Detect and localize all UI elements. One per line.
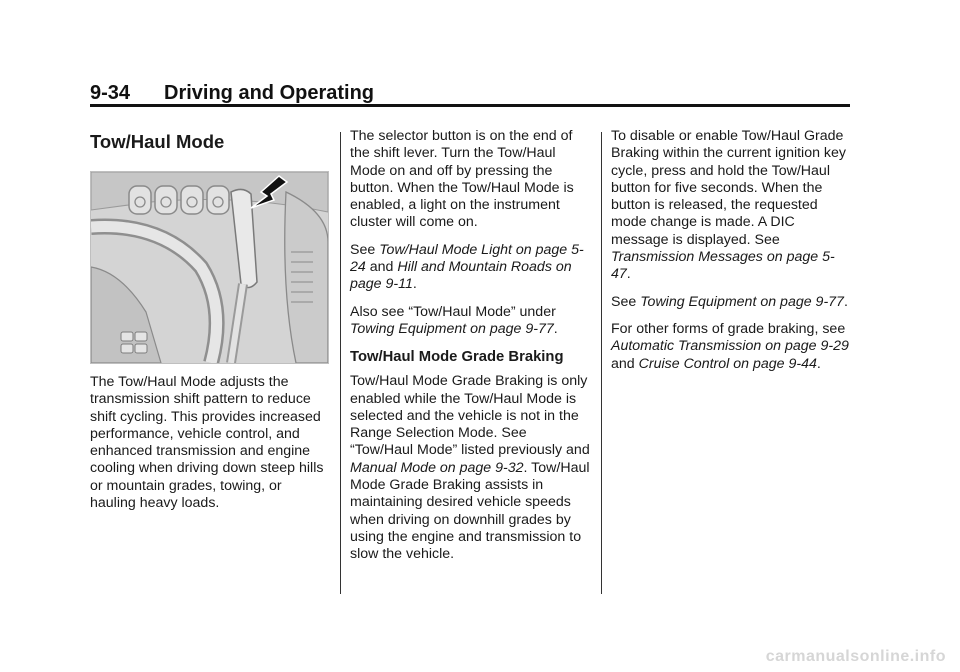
paragraph: Tow/Haul Mode Grade Braking is only enabled while the Tow/Haul Mode is selected and the vehicle is not in the Range Selection Mode. See “Tow/Haul Mode” listed previously and Manual Mode on page 9-32. Tow/Haul Mode Grade Braking assists in maintaining desired vehicle speeds when driving on downhill grades by using the engine and transmission to slow the vehicle. [350, 373, 590, 563]
section-title: Tow/Haul Mode [90, 131, 225, 152]
column-divider [601, 132, 602, 594]
steering-column-drawing [91, 172, 328, 363]
cross-reference-link[interactable]: Transmission Messages on page 5-47 [611, 249, 835, 283]
column-1 [90, 128, 330, 522]
cross-reference-link[interactable]: Hill and Mountain Roads on page 9-11 [350, 259, 572, 293]
column-divider [340, 132, 341, 594]
cross-reference-link[interactable]: Towing Equipment on page 9-77 [640, 293, 844, 310]
cross-reference-link[interactable]: Manual Mode on page 9-32 [350, 459, 524, 476]
cross-reference-link[interactable]: Tow/Haul Mode Light on page 5-24 [350, 241, 584, 276]
subsection-title: Tow/Haul Mode Grade Braking [350, 349, 564, 366]
cross-reference-link[interactable]: Automatic Transmission on page 9-29 [611, 338, 849, 355]
paragraph: To disable or enable Tow/Haul Grade Braking within the current ignition key cycle, press and hold the Tow/Haul button for five seconds. When the button is released, the requested mode change is made. A DIC message is displayed. See Transmission Messages on page 5-47. [611, 128, 847, 283]
paragraph: Also see “Tow/Haul Mode” under Towing Equipment on page 9-77. [350, 303, 558, 337]
column-2 [350, 128, 590, 574]
paragraph: For other forms of grade braking, see Automatic Transmission on page 9-29 and Cruise Control on page 9-44. [611, 320, 849, 372]
paragraph: See Tow/Haul Mode Light on page 5-24 and Hill and Mountain Roads on page 9-11. [350, 241, 584, 293]
header-rule [90, 104, 850, 107]
column-3 [611, 128, 851, 383]
chapter-title: Driving and Operating [164, 82, 375, 104]
page-header [90, 82, 374, 105]
page-number: 9-34 [90, 82, 131, 104]
paragraph: See Towing Equipment on page 9-77. [611, 293, 848, 310]
cross-reference-link[interactable]: Towing Equipment on page 9-77 [350, 320, 554, 337]
paragraph: The Tow/Haul Mode adjusts the transmission shift pattern to reduce shift cycling. This provides increased performance, vehicle control, and enhanced transmission and engine cooling when driving down steep hills or mountain grades, towing, or hauling heavy loads. [90, 374, 324, 512]
cross-reference-link[interactable]: Cruise Control on page 9-44 [638, 355, 817, 372]
paragraph: The selector button is on the end of the shift lever. Turn the Tow/Haul Mode on and off by pressing the button. When the Tow/Haul Mode is enabled, a light on the instrument cluster will come on. [350, 128, 574, 231]
watermark: carmanualsonline.info [765, 648, 946, 665]
shift-lever-illustration [90, 171, 329, 364]
